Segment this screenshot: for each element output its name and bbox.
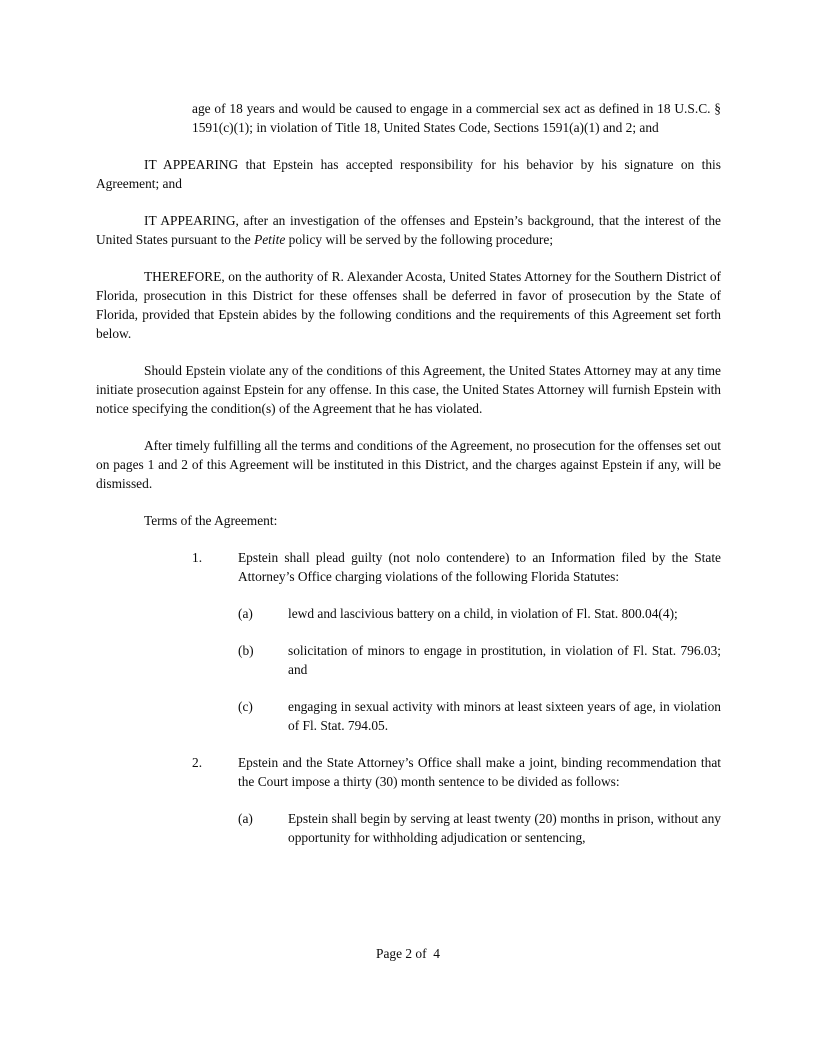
term-item-2-text: Epstein and the State Attorney’s Office shall make a joint, binding recommendation that the Court impose a thirty (30) month sentence to be divided as follows: [238, 755, 721, 789]
term-subitem-1c-text: engaging in sexual activity with minors at least sixteen years of age, in violation of Fl. Stat. 794.05. [288, 699, 721, 733]
paragraph-it-appearing-2 [96, 211, 721, 249]
term-subitem-2a-text: Epstein shall begin by serving at least twenty (20) months in prison, without any opportunity for withholding adjudication or sentencing, [288, 811, 721, 845]
paragraph-violation: Should Epstein violate any of the conditions of this Agreement, the United States Attorney may at any time initiate prosecution against Epstein for any offense. In this case, the United States Attorney will furnish Epstein with notice specifying the condition(s) of the Agreement that he has violated. [96, 363, 721, 416]
petite-clause-after: policy will be served by the following procedure; [285, 232, 554, 247]
petite-policy-term: Petite [254, 232, 286, 247]
paragraph-it-appearing-1: IT APPEARING that Epstein has accepted responsibility for his behavior by his signature on this Agreement; and [96, 157, 721, 191]
term-subitem-1b-label: (b) [238, 643, 254, 658]
term-subitem-2a-label: (a) [238, 811, 253, 826]
term-item-1-text: Epstein shall plead guilty (not nolo contendere) to an Information filed by the State Attorney’s Office charging violations of the following Florida Statutes: [238, 550, 721, 584]
petite-clause-before: IT APPEARING, after an investigation of the offenses and Epstein’s background, that the interest of the United States pursuant to the [96, 213, 721, 247]
term-subitem-1c-label: (c) [238, 699, 253, 714]
term-subitem-1a-text: lewd and lascivious battery on a child, in violation of Fl. Stat. 800.04(4); [288, 606, 678, 621]
term-subitem-2a [238, 809, 721, 847]
term-item-1-number: 1. [192, 550, 203, 565]
page-number-footer: Page 2 of 4 [376, 946, 440, 961]
term-subitem-1a-label: (a) [238, 606, 253, 621]
terms-heading: Terms of the Agreement: [144, 513, 278, 528]
term-subitem-1a [238, 604, 721, 623]
term-item-2-number: 2. [192, 755, 203, 770]
term-subitem-1c [238, 697, 721, 735]
term-item-1 [192, 548, 721, 586]
term-item-2 [192, 753, 721, 791]
term-subitem-1b [238, 641, 721, 679]
paragraph-therefore: THEREFORE, on the authority of R. Alexander Acosta, United States Attorney for the Southern District of Florida, prosecution in this District for these offenses shall be deferred in favor of prosecution by the State of Florida, provided that Epstein abides by the following conditions and the requirements of this Agreement set forth below. [96, 269, 721, 341]
term-subitem-1b-text: solicitation of minors to engage in prostitution, in violation of Fl. Stat. 796.03; and [288, 643, 721, 677]
continued-clause: age of 18 years and would be caused to engage in a commercial sex act as defined in 18 U.S.C. § 1591(c)(1); in violation of Title 18, United States Code, Sections 1591(a)(1) and 2; and [192, 101, 721, 135]
paragraph-fulfillment: After timely fulfilling all the terms and conditions of the Agreement, no prosecution for the offenses set out on pages 1 and 2 of this Agreement will be instituted in this District, and the charges against Epstein if any, will be dismissed. [96, 438, 721, 491]
